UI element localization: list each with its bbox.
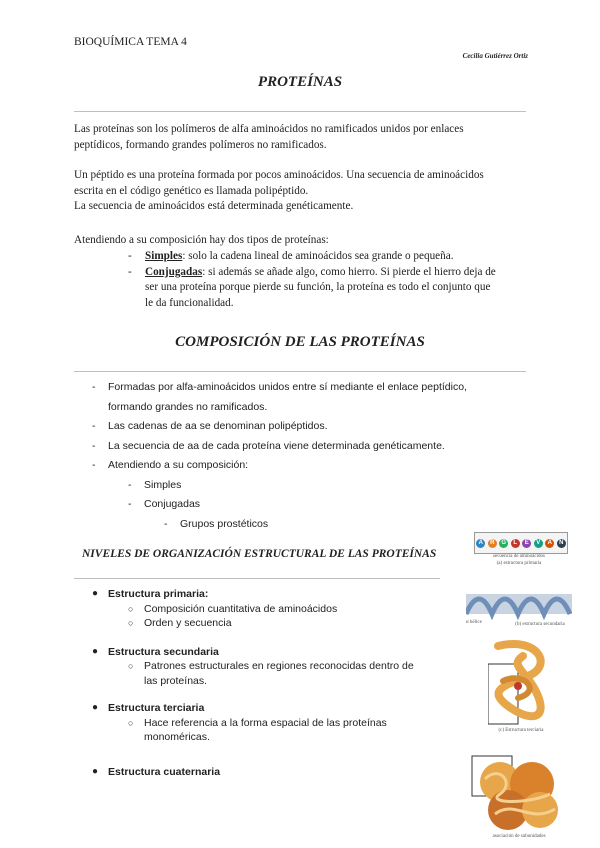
level-subitem (92, 659, 442, 688)
tertiary-illustration (488, 636, 554, 726)
level-item (92, 701, 442, 716)
term-conjugadas: Conjugadas (145, 265, 203, 278)
text-line: La secuencia de aminoácidos está determinada genéticamente. (74, 200, 354, 212)
level-name: Estructura primaria: (108, 588, 209, 600)
text-line: Orden y secuencia (144, 617, 232, 629)
section-title-niveles: NIVELES DE ORGANIZACIÓN ESTRUCTURAL DE LAS PROTEÍNAS (82, 548, 437, 560)
level-name: Estructura cuaternaria (108, 765, 221, 778)
text-line: Conjugadas (144, 498, 201, 510)
caption-quaternary: asociación de subunidades (492, 834, 546, 839)
dash-marker: - (164, 517, 168, 530)
dash-marker: - (128, 498, 132, 510)
section-title-proteinas: PROTEÍNAS (257, 74, 343, 90)
divider (74, 578, 440, 579)
amino-acid-bead: L (511, 539, 520, 548)
dash-marker: - (92, 381, 96, 393)
dash-marker: - (92, 439, 96, 452)
text-line: le da funcionalidad. (145, 296, 234, 309)
text-line: Formadas por alfa-aminoácidos unidos entre sí mediante el enlace peptídico, (108, 381, 467, 393)
quaternary-illustration (470, 754, 570, 830)
amino-acid-bead: A (545, 539, 554, 548)
caption-primary: (a) estructura primaria (496, 561, 542, 566)
dash-marker: - (128, 250, 132, 262)
text-line: Patrones estructurales en regiones reconocidas dentro de (144, 660, 414, 672)
list-item (92, 456, 532, 476)
list-item (92, 417, 532, 437)
paragraph-peptide (74, 168, 530, 215)
divider (74, 371, 526, 372)
dash-marker: - (92, 459, 96, 471)
level-item (92, 765, 442, 780)
section-title-composicion: COMPOSICIÓN DE LAS PROTEÍNAS (175, 334, 425, 350)
text-line: Las cadenas de aa se denominan polipéptidos. (108, 420, 328, 432)
text-line: Hace referencia a la forma espacial de las proteínas (144, 716, 387, 729)
amino-acid-bead: G (499, 539, 508, 548)
caption-tertiary: (c) Estructura terciaria (498, 728, 544, 733)
levels-list (92, 587, 442, 779)
text-line: formando grandes no ramificados. (108, 400, 268, 413)
helix-illustration (466, 586, 572, 622)
text-line: las proteínas. (144, 674, 208, 687)
text-line: Grupos prostéticos (180, 517, 269, 530)
level-item (92, 587, 442, 602)
paragraph-types-intro: Atendiendo a su composición hay dos tipos de proteínas: (74, 234, 329, 246)
text-line: Un péptido es una proteína formada por pocos aminoácidos. Una secuencia de aminoácidos (74, 169, 484, 181)
list-item (92, 476, 532, 496)
level-subitem (92, 716, 442, 745)
amino-acid-bead: N (557, 539, 566, 548)
dash-marker: - (92, 420, 96, 432)
term-desc: : solo la cadena lineal de aminoácidos sea grande o pequeña. (182, 250, 454, 262)
text-line: Composición cuantitativa de aminoácidos (144, 602, 338, 615)
list-item (92, 378, 532, 417)
text-line: Simples (144, 478, 182, 491)
amino-acid-bead: R (488, 539, 497, 548)
caption-secondary: (b) estructura secundaria (515, 622, 565, 627)
circle-marker: ○ (128, 661, 134, 671)
divider (74, 111, 526, 112)
caption-sequence: secuencia de aminoácidos (493, 554, 545, 559)
text-line: peptídicos, formando grandes polímeros no ramificados. (74, 138, 327, 151)
dash-marker: - (128, 265, 132, 278)
list-item (92, 437, 532, 457)
types-list (128, 249, 528, 311)
text-line: La secuencia de aa de cada proteína viene determinada genéticamente. (108, 439, 445, 452)
sequence-strip (474, 532, 568, 554)
level-name: Estructura secundaria (108, 645, 219, 658)
text-line: Atendiendo a su composición: (108, 459, 249, 471)
list-item (128, 249, 528, 265)
paragraph-definition (74, 122, 530, 153)
circle-marker: ○ (128, 618, 134, 628)
composition-list (92, 378, 532, 534)
bullet-dot: ● (92, 588, 99, 599)
level-subitem (92, 602, 442, 617)
level-name: Estructura terciaria (108, 702, 205, 714)
sequence-letters (475, 533, 567, 553)
list-item (92, 495, 532, 515)
list-item (128, 265, 528, 312)
header-subject: BIOQUÍMICA TEMA 4 (74, 36, 187, 48)
header-author: Cecilia Gutiérrez Ortiz (462, 52, 528, 60)
bullet-dot: ● (92, 702, 99, 713)
bullet-dot: ● (92, 645, 99, 657)
amino-acid-bead: A (476, 539, 485, 548)
text-line: ser una proteína porque pierde su función, la proteína es todo el conjunto que (145, 281, 491, 293)
term-desc: : si además se añade algo, como hierro. Si pierde el hierro deja de (202, 265, 496, 278)
level-subitem (92, 616, 442, 631)
circle-marker: ○ (128, 717, 134, 728)
amino-acid-bead: E (522, 539, 531, 548)
text-line: Las proteínas son los polímeros de alfa aminoácidos no ramificados unidos por enlaces (74, 123, 464, 135)
circle-marker: ○ (128, 603, 134, 614)
bullet-dot: ● (92, 765, 99, 777)
caption-alpha-helix: α hélice (466, 620, 482, 625)
text-line: escrita en el código genético es llamada polipéptido. (74, 184, 309, 197)
dash-marker: - (128, 478, 132, 491)
protein-structure-figure (466, 528, 572, 848)
text-line: monoméricas. (144, 731, 210, 743)
amino-acid-bead: V (534, 539, 543, 548)
level-item (92, 645, 442, 660)
term-simples: Simples (145, 250, 183, 262)
